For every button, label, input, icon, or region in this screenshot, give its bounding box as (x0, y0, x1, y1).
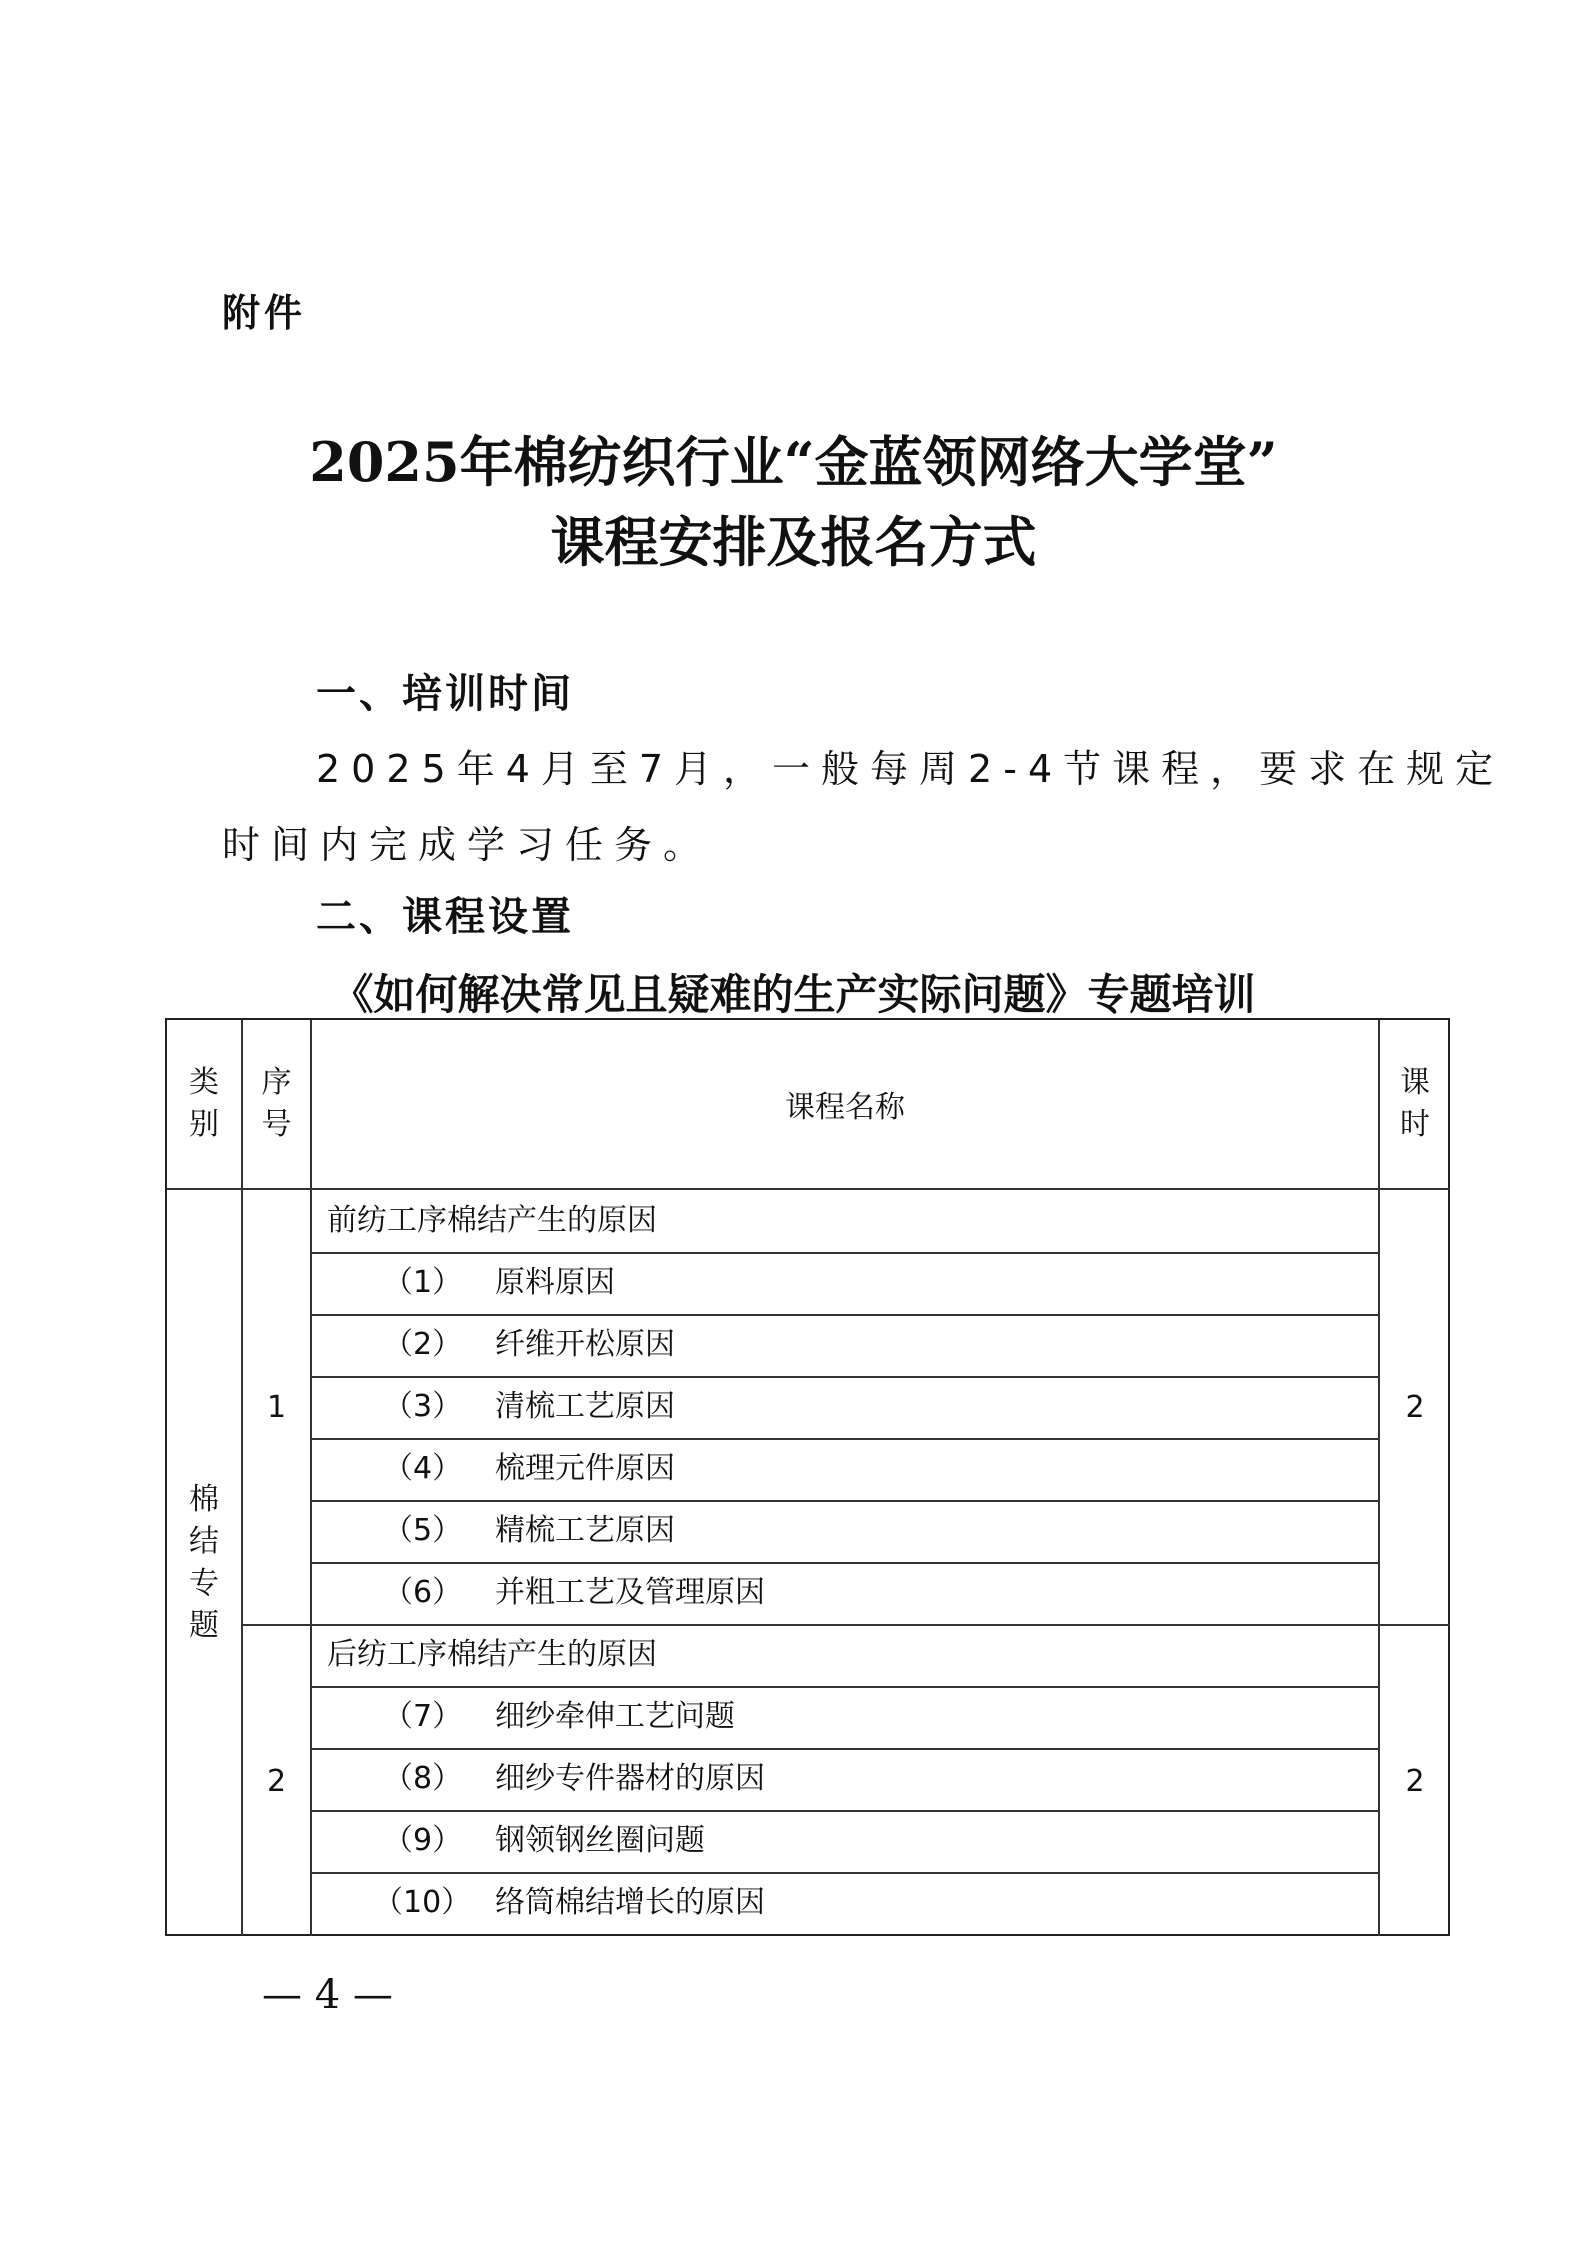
group2-item3-name: 钢领钢丝圈问题 (495, 1823, 705, 1858)
group2-hours: 2 (1405, 1763, 1425, 1799)
group1-item4-num: （4） (383, 1451, 463, 1486)
group1-item1-num: （1） (383, 1265, 463, 1300)
group1-item5-num: （5） (383, 1513, 463, 1548)
course-table (165, 1018, 1450, 1936)
section1-text-line2: 时间内完成学习任务。 (222, 823, 713, 867)
header-category (167, 1020, 241, 1188)
header-seq-char2: 号 (261, 1107, 292, 1142)
group2-item1-name: 细纱牵伸工艺问题 (495, 1699, 735, 1734)
header-course-name: 课程名称 (785, 1090, 905, 1125)
group1-item6-name: 并粗工艺及管理原因 (495, 1575, 765, 1610)
group2-seq: 2 (266, 1763, 287, 1799)
header-category-char1: 类 (189, 1065, 219, 1100)
group1-item2-num: （2） (383, 1327, 463, 1362)
group1-seq: 1 (266, 1389, 287, 1425)
group2-item1-num: （7） (383, 1699, 463, 1734)
group1-hours: 2 (1405, 1389, 1425, 1425)
section1-text-line1: 2025年4月至7月，一般每周2-4节课程，要求在规定 (316, 747, 1505, 791)
group2-item2-num: （8） (383, 1761, 463, 1796)
group1-item2-name: 纤维开松原因 (495, 1327, 675, 1362)
category-char2: 结 (189, 1524, 219, 1559)
section2-heading: 二、课程设置 (316, 894, 574, 940)
group1-item5-name: 精梳工艺原因 (495, 1513, 675, 1548)
header-hours (1380, 1020, 1450, 1188)
header-category-char2: 别 (189, 1107, 219, 1142)
document-title-line2: 课程安排及报名方式 (550, 510, 1037, 574)
attachment-label: 附件 (222, 291, 307, 335)
category-char4: 题 (189, 1608, 219, 1643)
group1-title: 前纺工序棉结产生的原因 (327, 1203, 657, 1238)
section1-heading: 一、培训时间 (316, 671, 574, 717)
group1-item6-num: （6） (383, 1575, 463, 1610)
page-number: — 4 — (262, 1972, 393, 2018)
category-char3: 专 (189, 1566, 219, 1601)
document-title-line1: 2025年棉纺织行业“金蓝领网络大学堂” (309, 430, 1278, 494)
group1-item3-num: （3） (383, 1389, 463, 1424)
table-title: 《如何解决常见且疑难的生产实际问题》专题培训 (331, 970, 1256, 1019)
category-char1: 棉 (189, 1482, 219, 1517)
group2-item4-num: （10） (373, 1885, 472, 1920)
group2-item3-num: （9） (383, 1823, 463, 1858)
header-seq (243, 1020, 310, 1188)
header-hours-char2: 时 (1400, 1107, 1430, 1142)
group2-item2-name: 细纱专件器材的原因 (495, 1761, 765, 1796)
group2-item4-name: 络筒棉结增长的原因 (495, 1885, 765, 1920)
group1-item4-name: 梳理元件原因 (495, 1451, 675, 1486)
header-seq-char1: 序 (261, 1065, 292, 1100)
category-cell (167, 1190, 241, 1936)
group2-title: 后纺工序棉结产生的原因 (327, 1637, 657, 1672)
header-hours-char1: 课 (1400, 1065, 1430, 1100)
group1-item3-name: 清梳工艺原因 (495, 1389, 675, 1424)
group1-item1-name: 原料原因 (495, 1265, 615, 1300)
